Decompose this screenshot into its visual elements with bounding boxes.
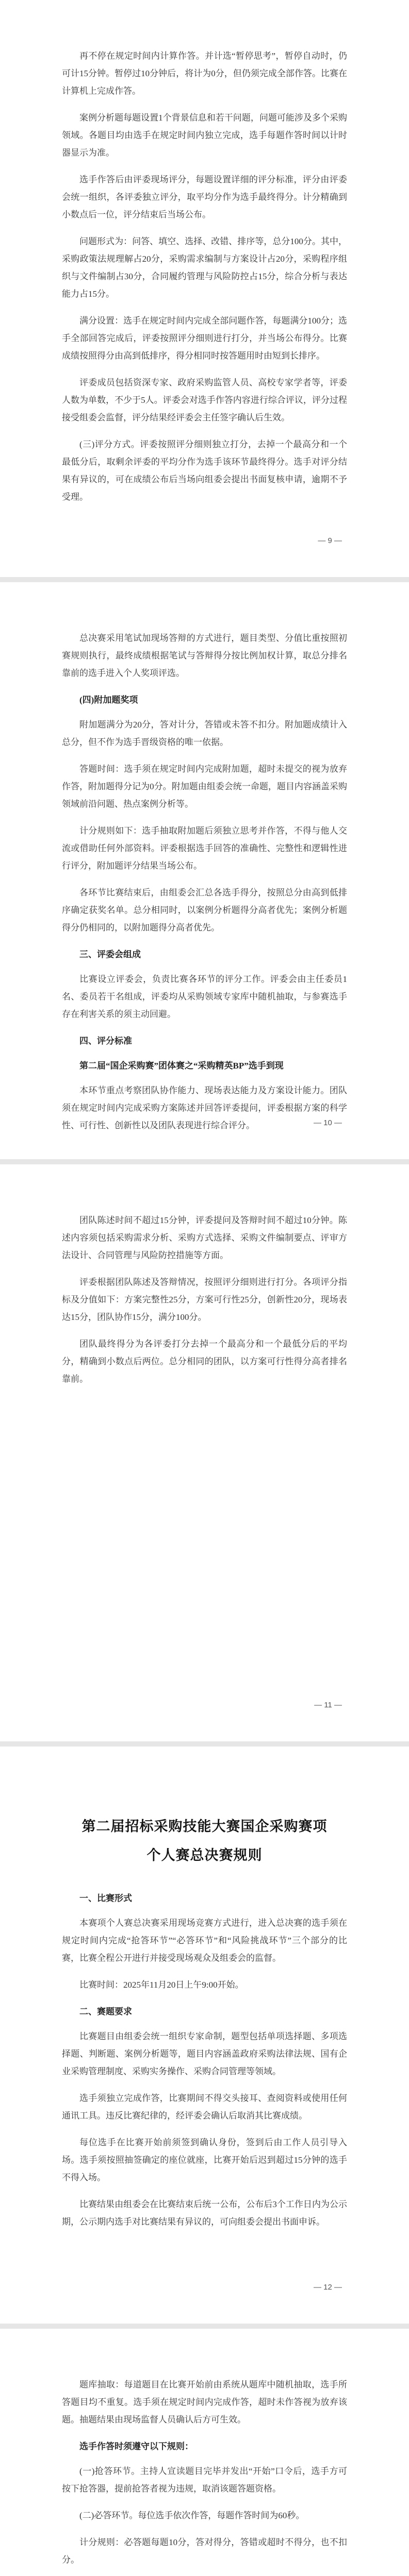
- page-gap: [0, 2324, 409, 2329]
- paragraph: 比赛时间：2025年11月20日上午9:00开始。: [79, 1980, 244, 1990]
- document-page: [0, 1164, 409, 1741]
- paragraph: (三)评分方式。评委按照评分细则独立打分，去掉一个最高分和一个最低分后，取剩余评委的平均分作为选手该环节最终得分。选手对评分结果有异议的，可在成绩公布后当场向组委会提出书面复核申请，逾期不予受理。: [62, 439, 347, 502]
- paragraph: 附加题满分为20分，答对计分，答错或未答不扣分。附加题成绩计入总分，但不作为选手晋级资格的唯一依据。: [62, 720, 347, 747]
- section-heading: 四、评分标准: [79, 1036, 132, 1046]
- paragraph: 本赛项个人赛总决赛采用现场竞赛方式进行，进入总决赛的选手须在规定时间内完成“抢答环节”“必答环节”和“风险挑战环节”三个部分的比赛，比赛全程公开进行并接受现场观众及组委会的监督。: [62, 1918, 347, 1963]
- section-heading: 三、评委会组成: [79, 950, 141, 959]
- paragraph: 总决赛采用笔试加现场答辩的方式进行，题目类型、分值比重按照初赛规则执行，最终成绩根据笔试与答辩得分按比例加权计算，取总分排名靠前的选手进入个人奖项评选。: [62, 633, 347, 678]
- chapter-title: 第二届招标采购技能大赛国企采购赛项: [81, 1819, 328, 1834]
- paragraph: 团队最终得分为各评委打分去掉一个最高分和一个最低分后的平均分，精确到小数点后两位。总分相同的团队，以方案可行性得分高者排名靠前。: [62, 1339, 347, 1384]
- page-gap: [0, 1741, 409, 1747]
- paragraph: 选手作答后由评委现场评分，每题设置详细的评分标准，评分由评委会统一组织，各评委独立评分，取平均分作为选手最终得分。计分精确到小数点后一位，评分结束后当场公布。: [62, 175, 347, 219]
- page-number: — 10 —: [313, 1118, 342, 1127]
- document-page: [0, 582, 409, 1159]
- paragraph: 团队陈述时间不超过15分钟，评委提问及答辩时间不超过10分钟。陈述内容须包括采购需求分析、采购方式选择、采购文件编制要点、评审方法设计、合同管理与风险防控措施等方面。: [62, 1215, 347, 1260]
- chapter-subtitle: 个人赛总决赛规则: [146, 1848, 263, 1863]
- paragraph: 选手须独立完成作答，比赛期间不得交头接耳、查阅资料或使用任何通讯工具。违反比赛纪律的，经评委会确认后取消其比赛成绩。: [62, 2093, 347, 2121]
- section-heading: 一、比赛形式: [79, 1893, 132, 1903]
- paragraph: 评委成员包括资深专家、政府采购监管人员、高校专家学者等，评委人数为单数，不少于5人。评委会对选手作答内容进行综合评议，评分过程接受组委会监督，评分结果经评委会主任签字确认后生效。: [62, 378, 347, 422]
- paragraph: 计分规则：必答题每题10分，答对得分，答错或超时不得分，也不扣分。: [62, 2537, 347, 2565]
- paragraph: 比赛设立评委会，负责比赛各环节的评分工作。评委会由主任委员1名、委员若干名组成，评委均从采购领域专家库中随机抽取，与参赛选手存在利害关系的须主动回避。: [62, 974, 347, 1019]
- paragraph: 每位选手在比赛开始前须签到确认身份，签到后由工作人员引导入场。选手须按照抽签确定的座位就座，比赛开始后迟到超过15分钟的选手不得入场。: [62, 2138, 347, 2182]
- document-page: [0, 0, 409, 577]
- paragraph: 答题时间：选手须在规定时间内完成附加题，超时未提交的视为放弃作答，附加题得分记为0分。附加题由组委会统一命题，题目内容涵盖采购领域前沿问题、热点案例分析等。: [62, 764, 347, 809]
- paragraph: 题库抽取：每道题目在比赛开始前由系统从题库中随机抽取，选手所答题目均不重复。选手须在规定时间内完成作答，超时未作答视为放弃该题。抽题结果由现场监督人员确认后方可生效。: [62, 2380, 347, 2425]
- paragraph: 再不停在规定时间内计算作答。并计选“暂停思考”，暂停自动时，仍可计15分钟。暂停过10分钟后，将计为0分，但仍须完成全部作答。比赛在计算机上完成作答。: [62, 51, 347, 96]
- subsection-heading: (四)附加题奖项: [79, 695, 138, 705]
- subsection-heading: 选手作答时须遵守以下规则：: [79, 2442, 193, 2451]
- page-gap: [0, 1159, 409, 1164]
- page-number: — 11 —: [314, 1701, 342, 1709]
- paragraph: 各环节比赛结束后，由组委会汇总各选手得分，按照总分由高到低排序确定获奖名单。总分相同时，以案例分析题得分高者优先；案例分析题得分仍相同的，以附加题得分高者优先。: [62, 888, 347, 933]
- section-heading: 二、赛题要求: [79, 2007, 132, 2016]
- paragraph: 本环节重点考察团队协作能力、现场表达能力及方案设计能力。团队须在规定时间内完成采购方案陈述并回答评委提问，评委根据方案的科学性、可行性、创新性以及团队表现进行综合评分。: [62, 1086, 347, 1130]
- paragraph: (二)必答环节。每位选手依次作答，每题作答时间为60秒。: [79, 2511, 305, 2520]
- paragraph: 计分规则如下：选手抽取附加题后须独立思考并作答，不得与他人交流或借助任何外部资料。评委根据选手回答的准确性、完整性和逻辑性进行评分，附加题评分结果当场公布。: [62, 826, 347, 871]
- paragraph: 案例分析题每题设置1个背景信息和若干问题，问题可能涉及多个采购领域。各题目均由选手在规定时间内独立完成，选手每题作答时间以计时器显示为准。: [62, 113, 347, 158]
- paragraph: (一)抢答环节。主持人宣读题目完毕并发出“开始”口令后，选手方可按下抢答器，提前抢答者视为违规，取消该题答题资格。: [62, 2466, 347, 2494]
- paragraph: 比赛题目由组委会统一组织专家命制，题型包括单项选择题、多项选择题、判断题、案例分析题等，题目内容涵盖政府采购法律法规、国有企业采购管理制度、采购实务操作、采购合同管理等领域。: [62, 2031, 347, 2076]
- paragraph: 比赛结果由组委会在比赛结束后统一公布，公布后3个工作日内为公示期，公示期内选手对比赛结果有异议的，可向组委会提出书面申诉。: [62, 2199, 347, 2227]
- document-page: [0, 2329, 409, 2576]
- paragraph: 满分设置：选手在规定时间内完成全部问题作答，每题满分100分；选手全部回答完成后，评委按照评分细则进行打分，并当场公布得分。比赛成绩按照得分由高到低排序，得分相同时按答题用时由短到长排序。: [62, 316, 347, 361]
- page-number: — 9 —: [318, 536, 342, 545]
- document-page: [0, 1747, 409, 2324]
- subsection-heading: 第二届“国企采购赛”团体赛之“采购精英BP”选手到现: [79, 1061, 284, 1071]
- page-number: — 12 —: [313, 2283, 342, 2292]
- page-gap: [0, 577, 409, 582]
- paragraph: 评委根据团队陈述及答辩情况，按照评分细则进行打分。各项评分指标及分值如下：方案完整性25分，方案可行性25分，创新性20分，现场表达15分，团队协作15分，满分100分。: [62, 1277, 347, 1322]
- paragraph: 问题形式为：问答、填空、选择、改错、排序等，总分100分。其中，采购政策法规理解占20分，采购需求编制与方案设计占20分，采购程序组织与文件编制占30分，合同履约管理与风险防控占15分，综合分析与表达能力占15分。: [62, 236, 347, 299]
